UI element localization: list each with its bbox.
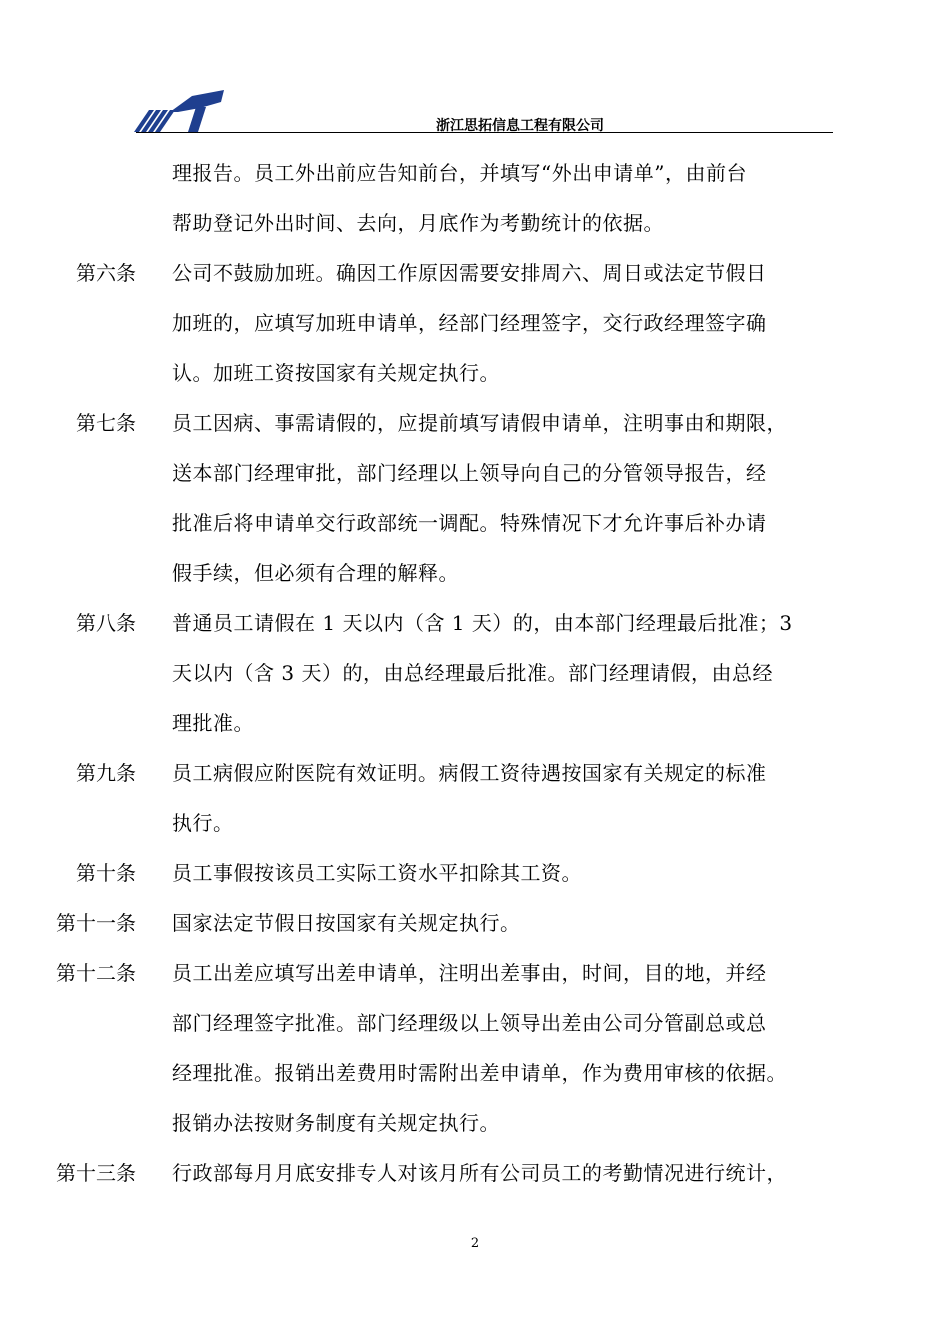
article-text xyxy=(172,898,872,948)
text-line: 报销办法按财务制度有关规定执行。 xyxy=(172,1111,500,1135)
article-10 xyxy=(0,848,950,898)
text-line: 员工因病、事需请假的，应提前填写请假申请单，注明事由和期限， xyxy=(172,411,787,435)
text-line: 帮助登记外出时间、去向，月底作为考勤统计的依据。 xyxy=(172,211,664,235)
text-line: 理批准。 xyxy=(172,711,254,735)
company-logo-icon xyxy=(134,88,226,134)
article-label: 第八条 xyxy=(76,611,136,635)
text-line: 员工病假应附医院有效证明。病假工资待遇按国家有关规定的标准 xyxy=(172,761,767,785)
article-6 xyxy=(0,248,950,398)
text-line: 假手续，但必须有合理的解释。 xyxy=(172,561,459,585)
text-line: 国家法定节假日按国家有关规定执行。 xyxy=(172,911,521,935)
article-12 xyxy=(0,948,950,1148)
article-label: 第十一条 xyxy=(56,911,136,935)
article-label: 第六条 xyxy=(76,261,136,285)
text-line: 理报告。员工外出前应告知前台，并填写“外出申请单”，由前台 xyxy=(172,161,747,185)
article-13 xyxy=(0,1148,950,1198)
article-text xyxy=(172,398,872,598)
article-text xyxy=(172,748,872,848)
article-label: 第十条 xyxy=(76,861,136,885)
article-label: 第十二条 xyxy=(56,961,136,985)
text-line: 普通员工请假在 1 天以内（含 1 天）的，由本部门经理最后批准；3 xyxy=(172,611,793,635)
article-label: 第七条 xyxy=(76,411,136,435)
company-name: 浙江思拓信息工程有限公司 xyxy=(436,118,604,134)
text-line: 执行。 xyxy=(172,811,234,835)
article-label: 第十三条 xyxy=(56,1161,136,1185)
text-line: 认。加班工资按国家有关规定执行。 xyxy=(172,361,500,385)
text-line: 经理批准。报销出差费用时需附出差申请单，作为费用审核的依据。 xyxy=(172,1061,787,1085)
article-text xyxy=(172,1148,872,1198)
page-header xyxy=(0,0,950,140)
text-line: 员工出差应填写出差申请单，注明出差事由，时间，目的地，并经 xyxy=(172,961,767,985)
header-rule xyxy=(136,132,833,133)
text-line: 行政部每月月底安排专人对该月所有公司员工的考勤情况进行统计， xyxy=(172,1161,787,1185)
article-label: 第九条 xyxy=(76,761,136,785)
article-text xyxy=(172,948,872,1148)
page-number: 2 xyxy=(470,1236,480,1251)
text-line: 天以内（含 3 天）的，由总经理最后批准。部门经理请假，由总经 xyxy=(172,661,773,685)
article-continuation xyxy=(0,148,950,248)
text-line: 加班的，应填写加班申请单，经部门经理签字，交行政经理签字确 xyxy=(172,311,767,335)
article-text xyxy=(172,848,872,898)
text-line: 批准后将申请单交行政部统一调配。特殊情况下才允许事后补办请 xyxy=(172,511,767,535)
text-line: 送本部门经理审批，部门经理以上领导向自己的分管领导报告，经 xyxy=(172,461,767,485)
article-9 xyxy=(0,748,950,848)
article-11 xyxy=(0,898,950,948)
article-text xyxy=(172,148,872,248)
article-8 xyxy=(0,598,950,748)
article-7 xyxy=(0,398,950,598)
article-text xyxy=(172,248,872,398)
document-body xyxy=(0,148,950,1198)
text-line: 部门经理签字批准。部门经理级以上领导出差由公司分管副总或总 xyxy=(172,1011,767,1035)
text-line: 公司不鼓励加班。确因工作原因需要安排周六、周日或法定节假日 xyxy=(172,261,767,285)
article-text xyxy=(172,598,872,748)
text-line: 员工事假按该员工实际工资水平扣除其工资。 xyxy=(172,861,582,885)
